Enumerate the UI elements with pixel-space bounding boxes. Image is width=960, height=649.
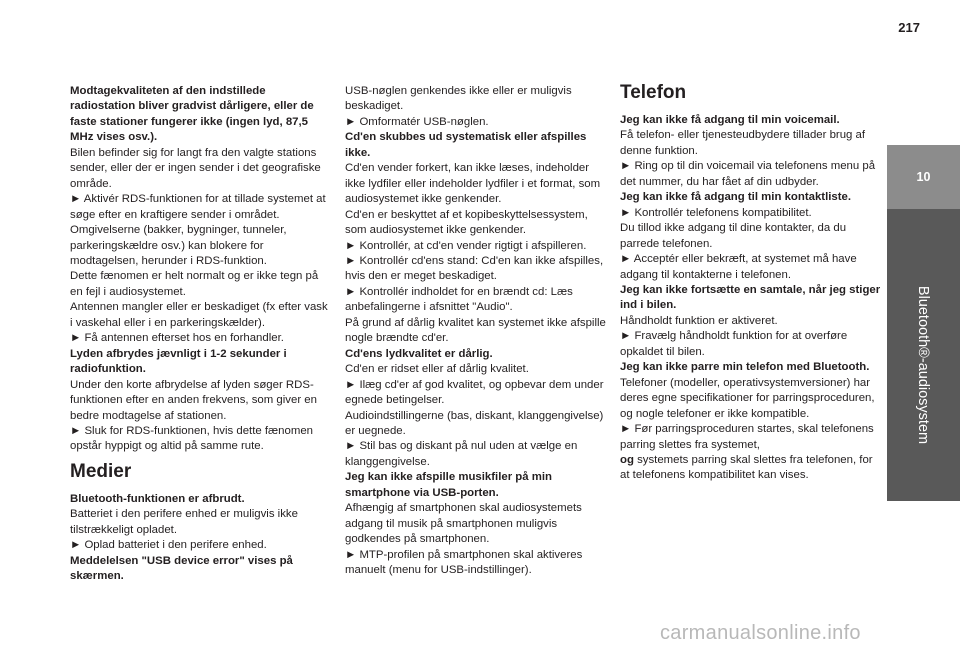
- answer-text: USB-nøglen genkendes ikke eller er muligvis beskadiget.: [345, 85, 572, 113]
- answer-text: ► MTP-profilen på smartphonen skal aktiveres manuelt (menu for USB-indstillinger).: [345, 548, 583, 577]
- answer-text: Batteriet i den perifere enhed er muligvis ikke tilstrækkeligt opladet.: [70, 508, 298, 536]
- question-text: Jeg kan ikke få adgang til min voicemail.: [620, 114, 840, 126]
- chapter-tab: [887, 145, 960, 501]
- page-number: 217: [898, 20, 920, 35]
- heading-medier: Medier: [70, 460, 132, 482]
- answer-text: ► Sluk for RDS-funktionen, hvis dette fænomen opstår hyppigt og altid på samme rute.: [70, 424, 313, 453]
- medier-section: [70, 492, 332, 585]
- answer-text: ► Acceptér eller bekræft, at systemet må have adgang til kontakterne i telefonen.: [620, 253, 857, 281]
- question-text: Jeg kan ikke få adgang til min kontaktliste.: [620, 191, 852, 204]
- answer-text: Bilen befinder sig for langt fra den valgte stations sender, eller der er ingen sender i det geografiske område.: [70, 146, 321, 190]
- radio-section: [70, 84, 332, 455]
- answer-text: Dette fænomen er helt normalt og er ikke tegn på en fejl i audiosystemet.: [70, 270, 319, 298]
- telefon-section: [620, 113, 882, 484]
- answer-text: ► Oplad batteriet i den perifere enhed.: [70, 539, 267, 552]
- answer-text: Antennen mangler eller er beskadiget (fx efter vask i vaskehal eller i en parkeringskælder).: [70, 301, 328, 329]
- column-right: [620, 82, 882, 484]
- question-text: Meddelelsen "USB device error" vises på skærmen.: [70, 554, 293, 583]
- answer-text: ► Fravælg håndholdt funktion for at overføre opkaldet til bilen.: [620, 330, 848, 358]
- answer-text: Telefoner (modeller, operativsystemversioner) har deres egne specifikationer for parringsproceduren, og nogle telefoner er ikke kompatible.: [620, 376, 875, 420]
- answer-text: Du tillod ikke adgang til dine kontakter, da du parrede telefonen.: [620, 222, 847, 250]
- question-text: Cd'ens lydkvalitet er dårlig.: [345, 347, 493, 360]
- answer-text: Få telefon- eller tjenesteudbydere tillader brug af denne funktion.: [620, 129, 866, 157]
- answer-text: På grund af dårlig kvalitet kan systemet ikke afspille nogle brændte cd'er.: [345, 316, 606, 345]
- question-text: Modtagekvaliteten af den indstillede radiostation bliver gradvist dårligere, eller de faste stationer fungerer ikke (ingen lyd, 87,5 MHz vises osv.).: [70, 85, 314, 144]
- answer-text: Cd'en er ridset eller af dårlig kvalitet.: [345, 363, 529, 376]
- chapter-title: Bluetooth®-audiosystem: [915, 285, 931, 445]
- question-text: Lyden afbrydes jævnligt i 1-2 sekunder i radiofunktion.: [70, 347, 287, 376]
- answer-text: ► Kontrollér cd'ens stand: Cd'en kan ikke afspilles, hvis den er meget beskadiget.: [345, 254, 604, 283]
- column-middle: [345, 84, 607, 579]
- answer-text: ► Aktivér RDS-funktionen for at tillade systemet at søge efter en kraftigere sender i området.: [70, 193, 326, 221]
- answer-text: ► Kontrollér indholdet for en brændt cd: Læs anbefalingerne i afsnittet "Audio".: [345, 285, 573, 314]
- answer-text: ► Kontrollér, at cd'en vender rigtigt i afspilleren.: [345, 239, 587, 252]
- chapter-number: 10: [887, 145, 960, 209]
- answer-text: Omgivelserne (bakker, bygninger, tunneler, parkeringskældre osv.) kan blokere for modtagelsen, herunder i RDS-funktion.: [70, 224, 287, 267]
- question-text: Bluetooth-funktionen er afbrudt.: [70, 492, 245, 505]
- question-text: Jeg kan ikke afspille musikfiler på min smartphone via USB-porten.: [345, 471, 553, 499]
- answer-text: ► Omformatér USB-nøglen.: [345, 115, 489, 128]
- answer-text: ► Før parringsproceduren startes, skal telefonens parring slettes fra systemet,: [620, 423, 874, 451]
- heading-telefon: Telefon: [620, 82, 687, 103]
- answer-text: Under den korte afbrydelse af lyden søger RDS-funktionen efter en anden frekvens, som giver en bedre modtagelse af stationen.: [70, 378, 317, 422]
- answer-text: og systemets parring skal slettes fra telefonen, for at telefonens kompatibilitet kan vises.: [620, 453, 873, 482]
- question-text: Cd'en skubbes ud systematisk eller afspilles ikke.: [345, 131, 587, 159]
- answer-text: ► Ilæg cd'er af god kvalitet, og opbevar dem under egnede betingelser.: [345, 378, 604, 407]
- column-left: [70, 84, 332, 585]
- lead-bold-word: og: [620, 453, 634, 466]
- answer-text: ► Kontrollér telefonens kompatibilitet.: [620, 206, 812, 219]
- media-troubleshooting: [345, 84, 607, 579]
- question-text: Jeg kan ikke fortsætte en samtale, når jeg stiger ind i bilen.: [620, 283, 881, 312]
- answer-text: ► Stil bas og diskant på nul uden at vælge en klanggengivelse.: [345, 440, 578, 468]
- answer-text: Cd'en vender forkert, kan ikke læses, indeholder ikke lydfiler eller indeholder lydfiler i et format, som audiosystemet ikke genkender.: [345, 162, 601, 206]
- answer-text: Cd'en er beskyttet af et kopibeskyttelsessystem, som audiosystemet ikke genkender.: [345, 208, 588, 237]
- watermark: carmanualsonline.info: [660, 622, 861, 644]
- answer-text: Håndholdt funktion er aktiveret.: [620, 314, 778, 327]
- answer-text: ► Få antennen efterset hos en forhandler.: [70, 332, 284, 345]
- answer-text: Audioindstillingerne (bas, diskant, klanggengivelse) er uegnede.: [345, 409, 604, 437]
- answer-text: Afhængig af smartphonen skal audiosystemets adgang til musik på smartphonen muligvis godkendes på smartphonen.: [345, 502, 582, 546]
- question-text: Jeg kan ikke parre min telefon med Bluetooth.: [620, 361, 870, 374]
- answer-text: ► Ring op til din voicemail via telefonens menu på det nummer, du har fået af din udbyder.: [620, 160, 876, 188]
